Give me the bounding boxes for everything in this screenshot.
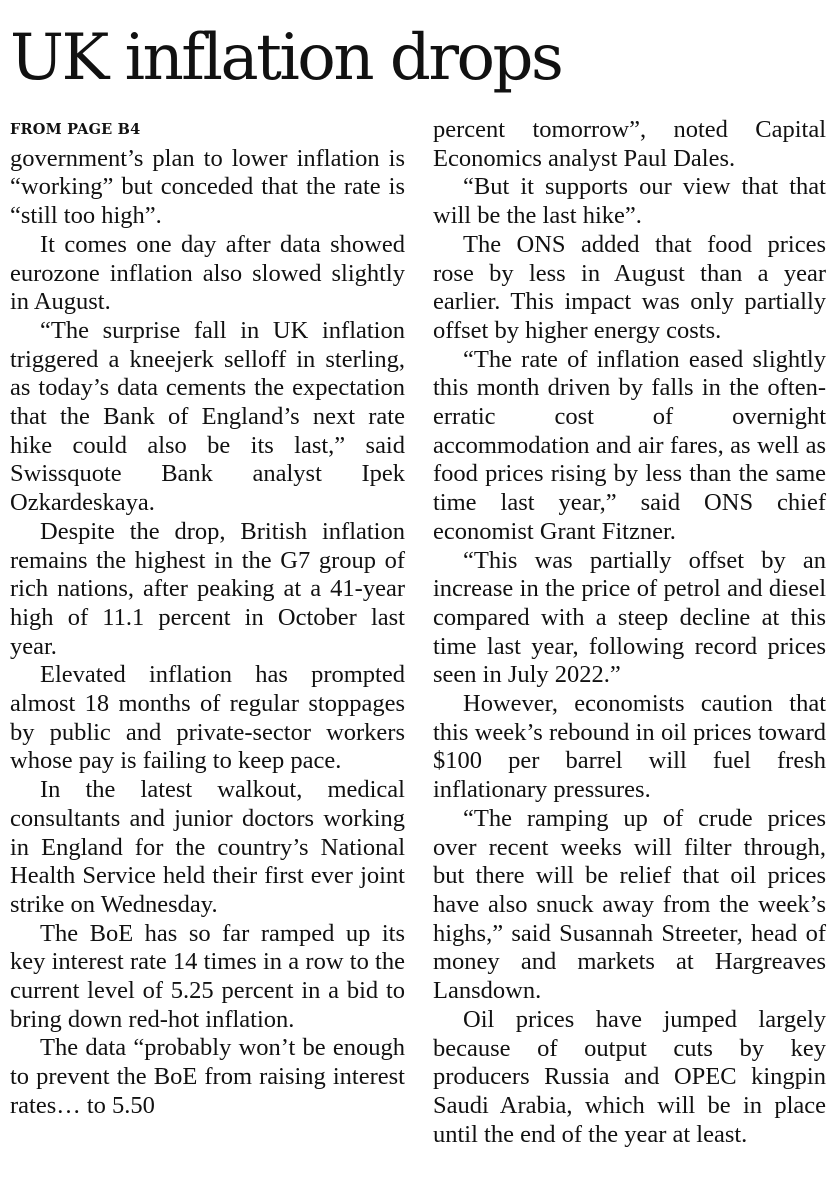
paragraph: It comes one day after data showed eurozone inflation also slowed slightly in August. (10, 230, 405, 316)
paragraph: “But it supports our view that that will be the last hike”. (433, 173, 826, 230)
paragraph: “This was partially offset by an increase in the price of petrol and diesel compared with a steep decline at this time last year, following record prices seen in July 2022.” (433, 546, 826, 689)
article-column-left (10, 116, 405, 1121)
paragraph: In the latest walkout, medical consultants and junior doctors working in England for the country’s National Health Service held their first ever joint strike on Wednesday. (10, 776, 405, 918)
paragraph: “The surprise fall in UK inflation triggered a kneejerk selloff in sterling, as today’s data cements the expectation that the Bank of England’s next rate hike could also be its last,” said Swissquote Bank analyst Ipek Ozkardeskaya. (10, 316, 405, 517)
paragraph: The ONS added that food prices rose by less in August than a year earlier. This impact was only partially offset by higher energy costs. (433, 230, 826, 344)
paragraph: However, economists caution that this week’s rebound in oil prices toward $100 per barrel will fuel fresh inflationary pressures. (433, 690, 826, 804)
paragraph: percent tomorrow”, noted Capital Economics analyst Paul Dales. (433, 116, 826, 172)
paragraph: Elevated inflation has prompted almost 18 months of regular stoppages by public and private-sector workers whose pay is failing to keep pace. (10, 661, 405, 775)
paragraph: The BoE has so far ramped up its key interest rate 14 times in a row to the current level of 5.25 percent in a bid to bring down red-hot inflation. (10, 919, 405, 1033)
paragraph: Oil prices have jumped largely because of output cuts by key producers Russia and OPEC kingpin Saudi Arabia, which will be in place until the end of the year at least. (433, 1005, 826, 1148)
paragraph: “The rate of inflation eased slightly this month driven by falls in the often-erratic cost of overnight accommodation and air fares, as well as food prices rising by less than the same time last year,” said ONS chief economist Grant Fitzner. (433, 345, 826, 545)
paragraph: government’s plan to lower inflation is “working” but conceded that the rate is “still too high”. (10, 144, 405, 230)
article-column-right (433, 116, 826, 1149)
paragraph: The data “probably won’t be enough to prevent the BoE from raising interest rates… to 5.50 (10, 1034, 405, 1119)
paragraph: “The ramping up of crude prices over recent weeks will filter through, but there will be relief that oil prices have also snuck away from the week’s highs,” said Susannah Streeter, head of money and markets at Hargreaves Lansdown. (433, 804, 826, 1005)
jump-line: FROM PAGE B4 (10, 121, 141, 138)
headline: UK inflation drops (10, 21, 562, 95)
paragraph: Despite the drop, British inflation remains the highest in the G7 group of rich nations, after peaking at a 41-year high of 11.1 percent in October last year. (10, 517, 405, 660)
